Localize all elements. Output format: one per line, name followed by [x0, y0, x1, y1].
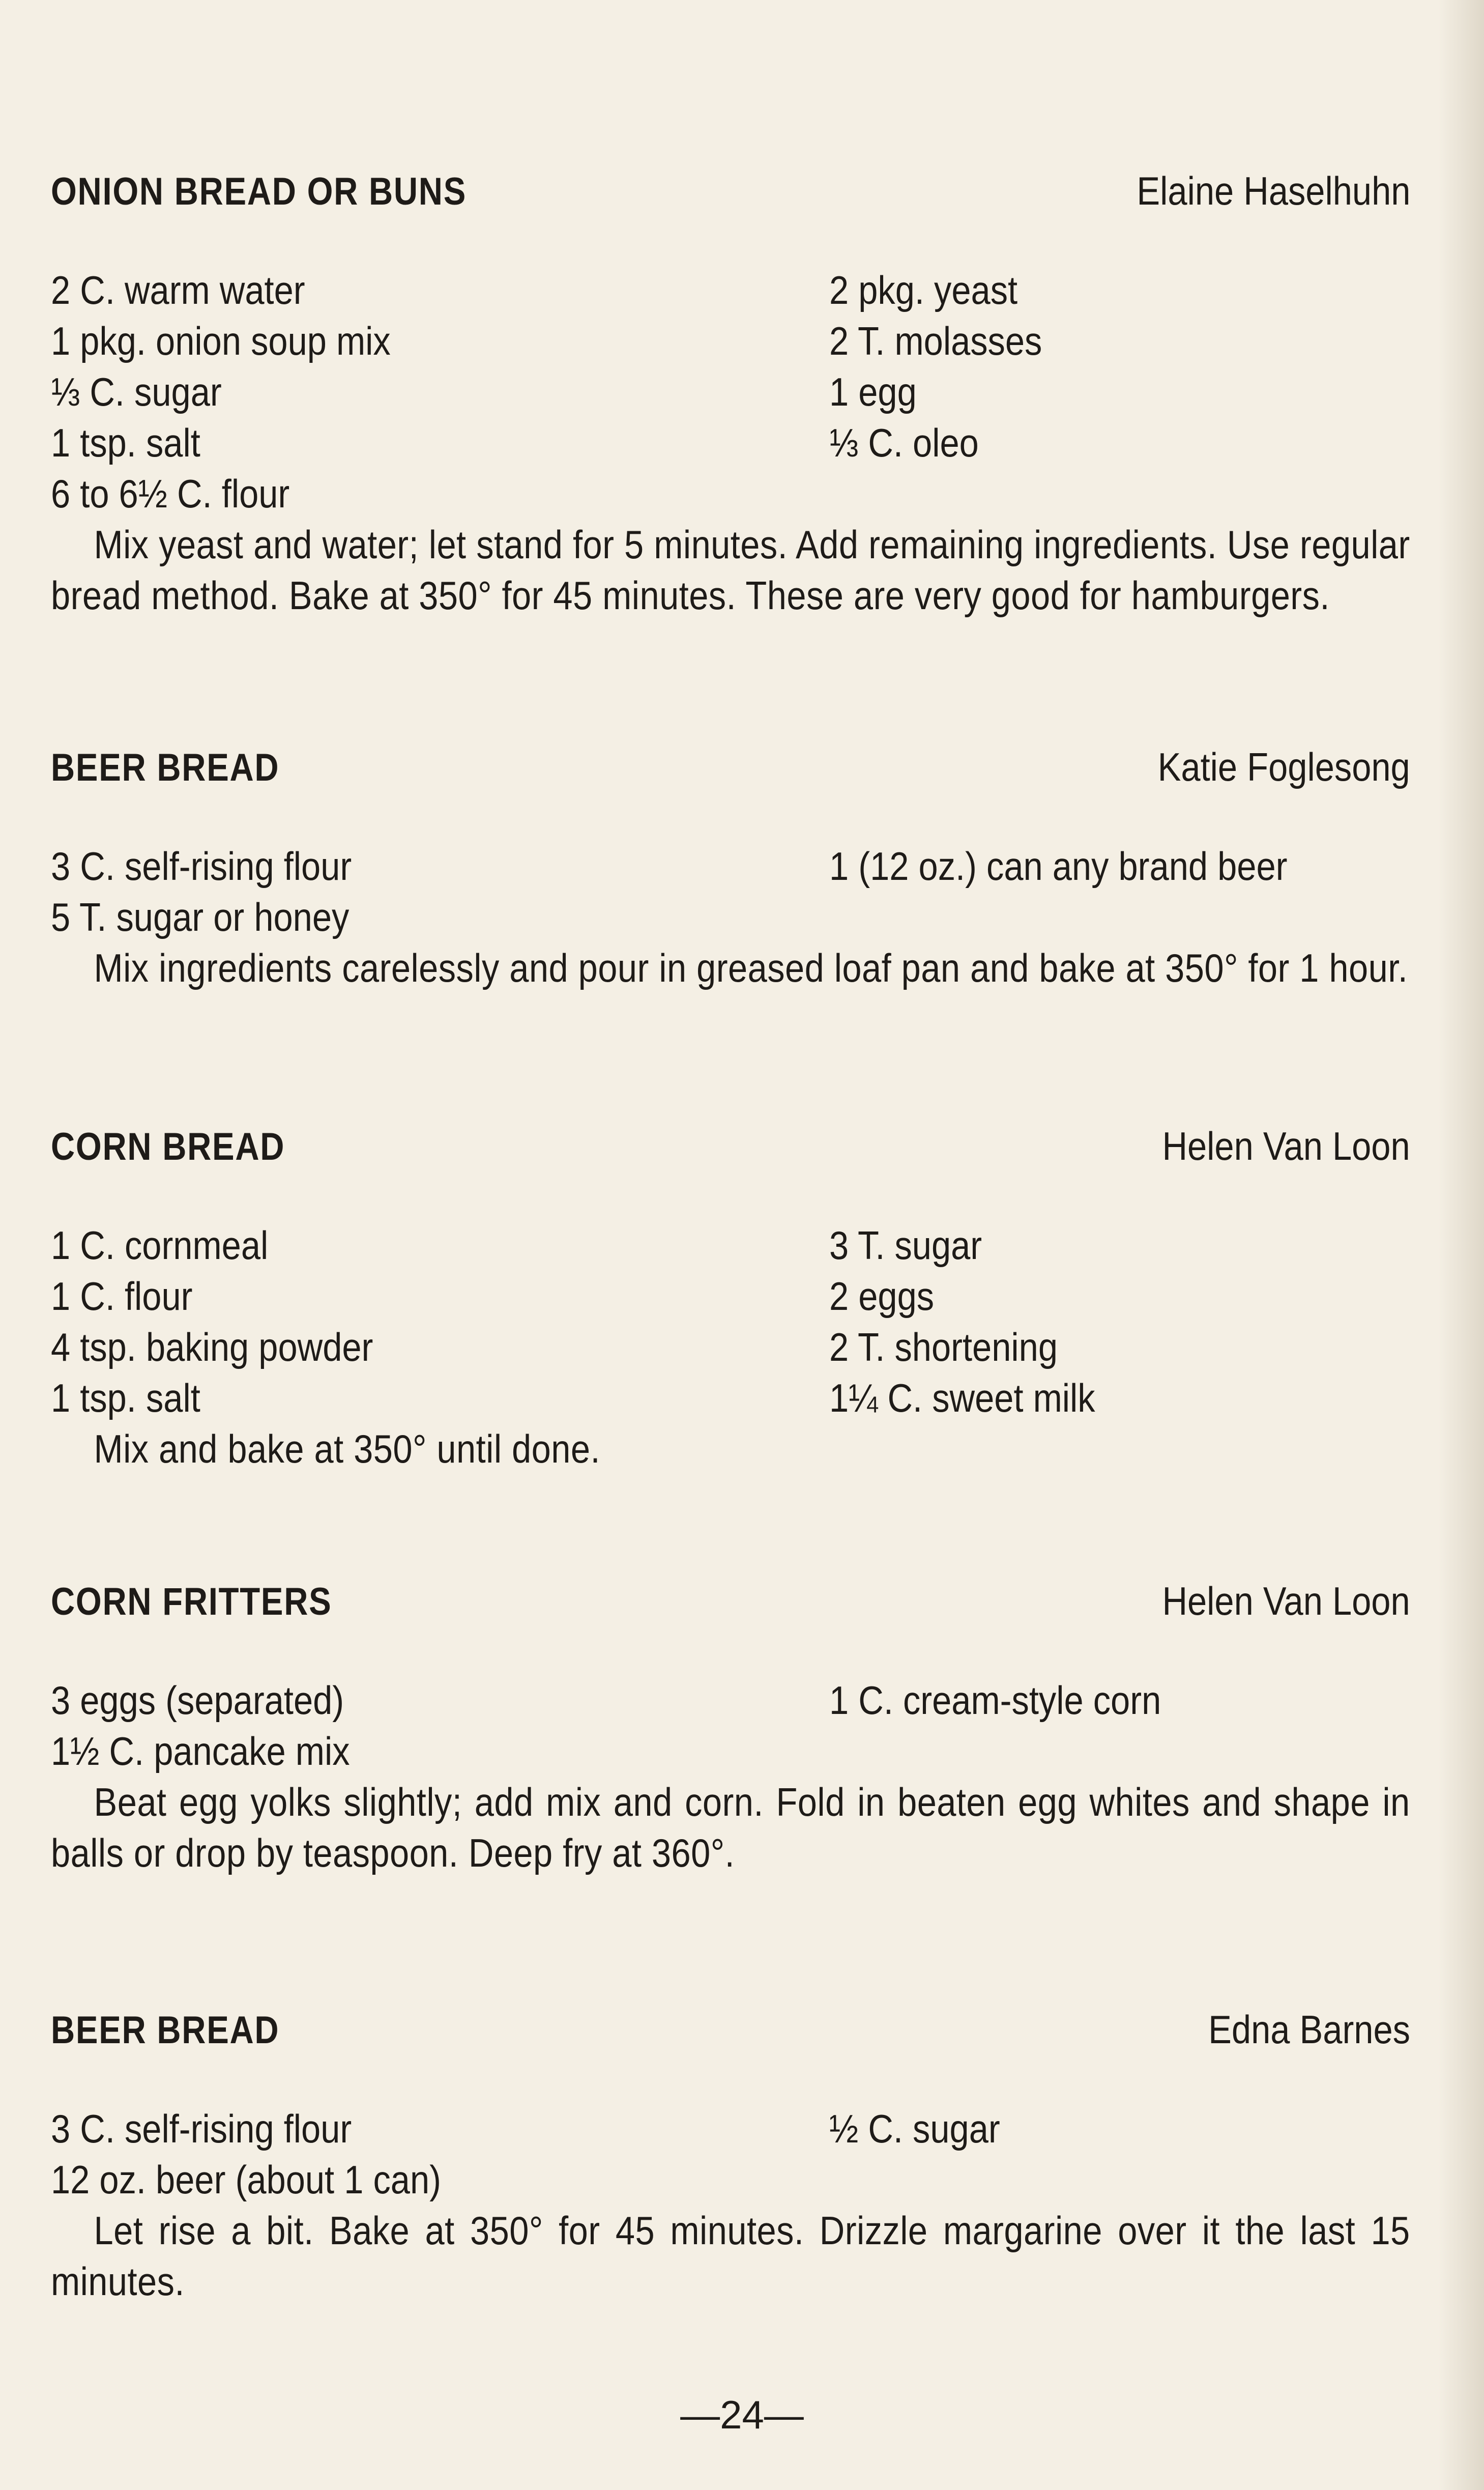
ingredients-right-column — [829, 1675, 1410, 1777]
recipe-spacer — [51, 621, 1410, 744]
page-number: —24— — [680, 2392, 804, 2437]
ingredient-list — [51, 1675, 1410, 1777]
ingredients-left-column — [51, 841, 829, 942]
ingredient: 4 tsp. baking powder — [51, 1325, 373, 1369]
ingredients-left-column — [51, 2103, 829, 2205]
ingredients-right-column — [829, 2103, 1410, 2205]
ingredient-list — [51, 841, 1410, 942]
ingredients-right-column — [829, 841, 1410, 942]
ingredient: 1 pkg. onion soup mix — [51, 319, 391, 363]
ingredient: 1 (12 oz.) can any brand beer — [829, 844, 1288, 889]
recipe-author: Elaine Haselhuhn — [1136, 168, 1410, 213]
ingredient-list — [51, 2103, 1410, 2205]
recipe-title: CORN FRITTERS — [51, 1580, 332, 1623]
ingredient: 3 C. self-rising flour — [51, 844, 352, 889]
recipe-author: Edna Barnes — [1208, 2007, 1410, 2052]
ingredient: 1 tsp. salt — [51, 1376, 200, 1420]
ingredient: 5 T. sugar or honey — [51, 895, 350, 939]
recipe-title: BEER BREAD — [51, 2009, 280, 2052]
recipe-instructions: Let rise a bit. Bake at 350° for 45 minutes. Drizzle margarine over it the last 15 minutes. — [51, 2208, 1410, 2304]
recipe-instructions: Mix yeast and water; let stand for 5 minutes. Add remaining ingredients. Use regular bread method. Bake at 350° for 45 minutes. These are very good for hamburgers. — [51, 522, 1410, 618]
recipe-header — [51, 2007, 1410, 2063]
ingredients-left-column — [51, 1675, 829, 1777]
recipe-header — [51, 744, 1410, 800]
recipe-spacer — [51, 1474, 1410, 1578]
ingredient: ⅓ C. sugar — [51, 369, 222, 414]
recipe-instructions: Mix ingredients carelessly and pour in greased loaf pan and bake at 350° for 1 hour. — [94, 946, 1408, 990]
ingredient: 3 C. self-rising flour — [51, 2106, 352, 2151]
recipe-header — [51, 1578, 1410, 1634]
recipe-header — [51, 1123, 1410, 1179]
ingredients-left-column — [51, 1220, 829, 1474]
recipe-instructions: Mix and bake at 350° until done. — [94, 1426, 601, 1471]
recipe-beer-bread-barnes — [51, 2007, 1410, 2307]
ingredient: 1¼ C. sweet milk — [829, 1376, 1095, 1420]
ingredient: 3 eggs (separated) — [51, 1678, 344, 1723]
ingredient-list — [51, 1220, 1410, 1474]
recipe-corn-fritters — [51, 1578, 1410, 1878]
book-spine-shadow — [1438, 0, 1484, 2490]
recipe-instructions: Beat egg yolks slightly; add mix and corn. Fold in beaten egg whites and shape in balls or drop by teaspoon. Deep fry at 360°. — [51, 1780, 1410, 1875]
ingredient: 1 C. cornmeal — [51, 1223, 269, 1268]
ingredient: ⅓ C. oleo — [829, 420, 979, 465]
ingredients-left-column — [51, 265, 829, 519]
recipe-corn-bread — [51, 1123, 1410, 1474]
ingredient: 2 eggs — [829, 1274, 935, 1319]
recipe-title: BEER BREAD — [51, 746, 280, 789]
ingredient: 2 C. warm water — [51, 268, 305, 312]
ingredient: ½ C. sugar — [829, 2106, 1000, 2151]
recipe-spacer — [51, 1878, 1410, 2007]
ingredient: 2 pkg. yeast — [829, 268, 1018, 312]
recipe-title: ONION BREAD OR BUNS — [51, 170, 467, 213]
ingredient: 1 C. flour — [51, 1274, 193, 1319]
recipe-header — [51, 168, 1410, 224]
ingredients-right-column — [829, 1220, 1410, 1474]
ingredient: 1½ C. pancake mix — [51, 1729, 350, 1773]
recipe-author: Katie Foglesong — [1157, 745, 1410, 789]
recipe-beer-bread-foglesong — [51, 744, 1410, 993]
ingredient: 2 T. shortening — [829, 1325, 1058, 1369]
ingredient: 1 tsp. salt — [51, 420, 200, 465]
cookbook-page — [51, 168, 1410, 2307]
ingredient: 1 egg — [829, 369, 917, 414]
ingredient: 3 T. sugar — [829, 1223, 982, 1268]
ingredient-list — [51, 265, 1410, 519]
recipe-author: Helen Van Loon — [1162, 1124, 1410, 1168]
ingredients-right-column — [829, 265, 1410, 519]
ingredient: 1 C. cream-style corn — [829, 1678, 1161, 1723]
recipe-title: CORN BREAD — [51, 1125, 285, 1168]
recipe-author: Helen Van Loon — [1162, 1579, 1410, 1623]
ingredient: 2 T. molasses — [829, 319, 1042, 363]
ingredient: 12 oz. beer (about 1 can) — [51, 2157, 441, 2202]
recipe-onion-bread — [51, 168, 1410, 621]
recipe-spacer — [51, 993, 1410, 1123]
ingredient: 6 to 6½ C. flour — [51, 471, 290, 516]
